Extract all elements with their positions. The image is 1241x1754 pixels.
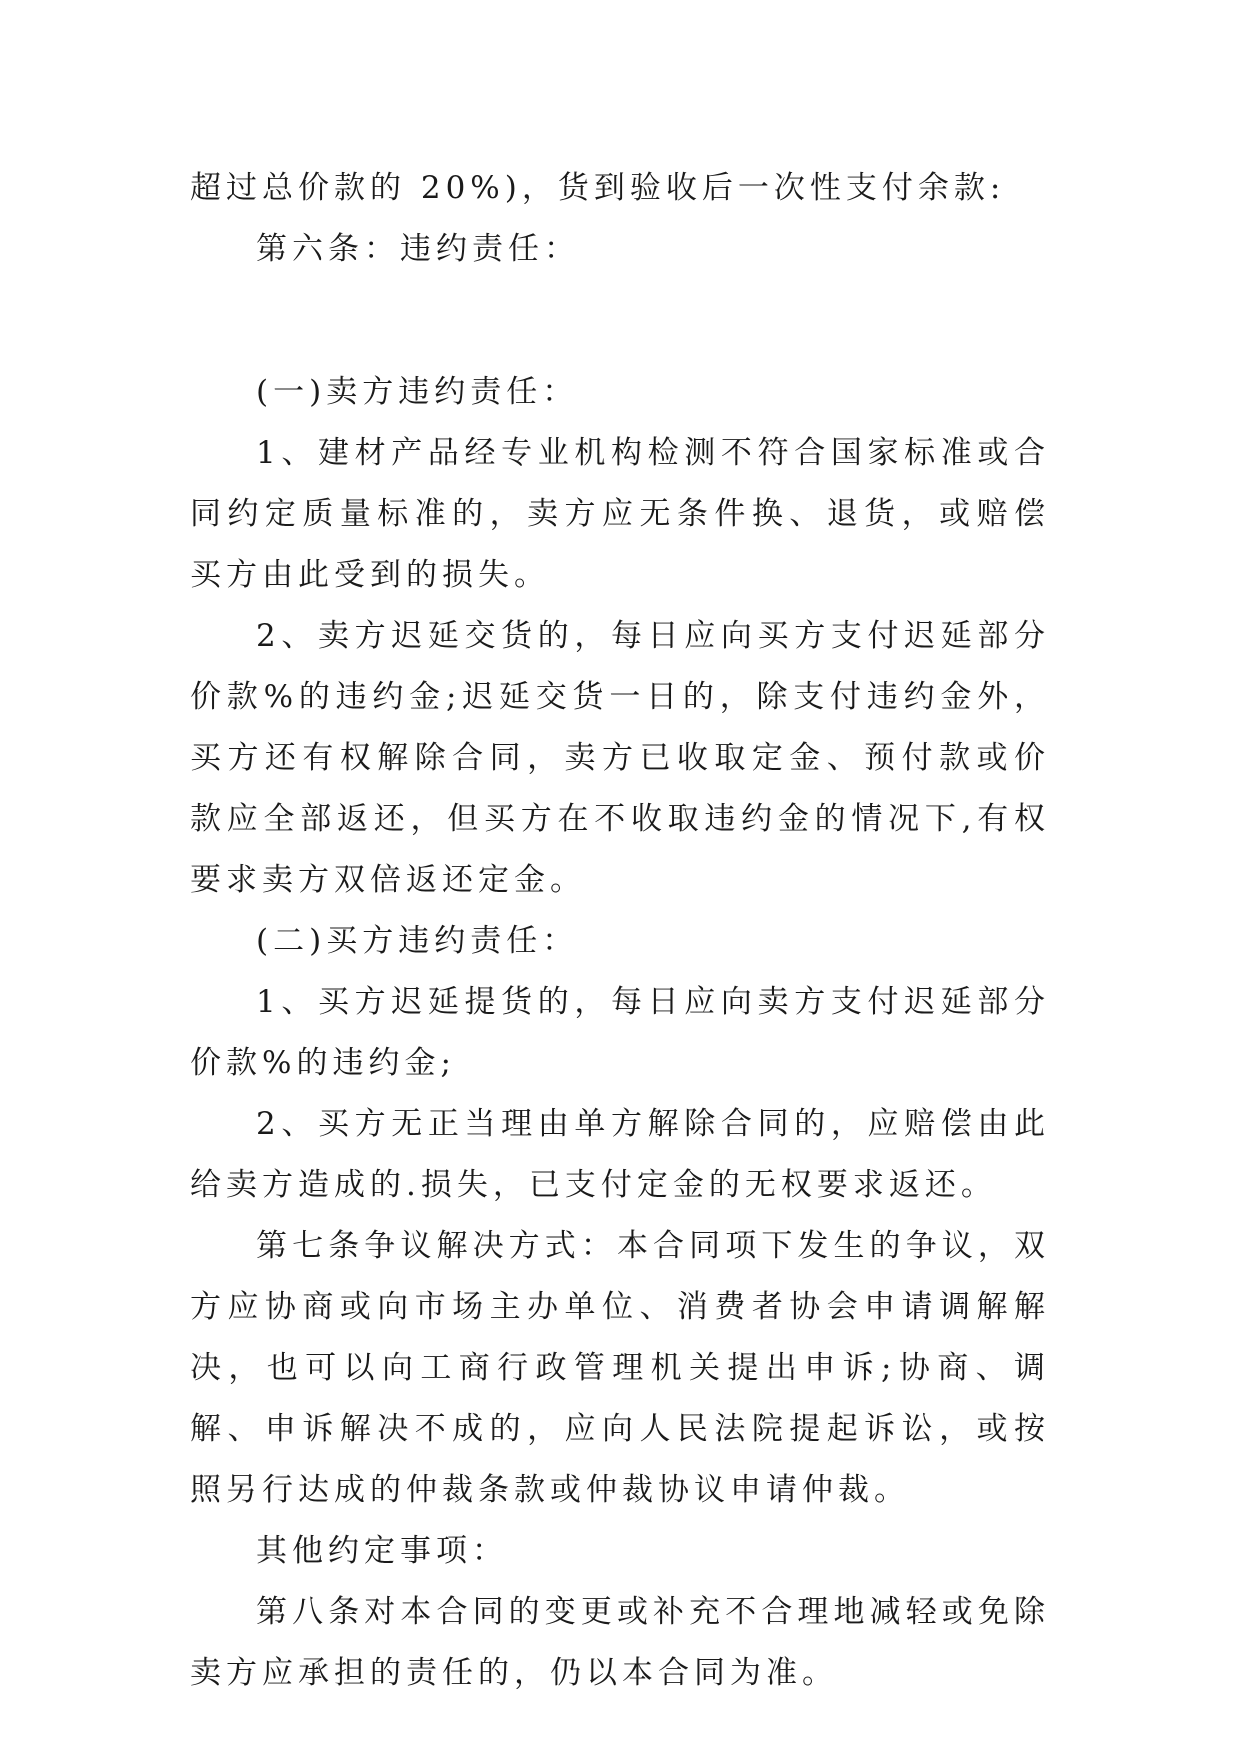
- paragraph-seller-clause-1: 1、建材产品经专业机构检测不符合国家标准或合同约定质量标准的，卖方应无条件换、退货，或赔偿买方由此受到的损失。: [190, 435, 1050, 593]
- paragraph-seller-clause-2: 2、卖方迟延交货的，每日应向买方支付迟延部分价款%的违约金;迟延交货一日的，除支付违约金外，买方还有权解除合同，卖方已收取定金、预付款或价款应全部返还，但买方在不收取违约金的情况下,有权要求卖方双倍返还定金。: [190, 618, 1050, 898]
- heading-article-6-liability: 第六条：违约责任：: [256, 231, 580, 267]
- heading-buyer-liability: (二)买方违约责任：: [256, 923, 579, 959]
- paragraph-payment-continuation: 超过总价款的 20%)，货到验收后一次性支付余款:: [190, 170, 1006, 206]
- paragraph-buyer-clause-2: 2、买方无正当理由单方解除合同的，应赔偿由此给卖方造成的.损失，已支付定金的无权要求返还。: [190, 1106, 1050, 1203]
- document-body: [190, 158, 1050, 1704]
- paragraph-article-7-dispute: 第七条争议解决方式：本合同项下发生的争议，双方应协商或向市场主办单位、消费者协会申请调解解决，也可以向工商行政管理机关提出申诉;协商、调解、申诉解决不成的，应向人民法院提起诉讼，或按照另行达成的仲裁条款或仲裁协议申请仲裁。: [190, 1228, 1050, 1508]
- paragraph-article-8-amendment: 第八条对本合同的变更或补充不合理地减轻或免除卖方应承担的责任的，仍以本合同为准。: [190, 1594, 1050, 1691]
- paragraph-buyer-clause-1: 1、买方迟延提货的，每日应向卖方支付迟延部分价款%的违约金;: [190, 984, 1050, 1081]
- blank-space: [190, 280, 1050, 362]
- heading-other-matters: 其他约定事项：: [256, 1533, 508, 1569]
- heading-seller-liability: (一)卖方违约责任：: [256, 374, 579, 410]
